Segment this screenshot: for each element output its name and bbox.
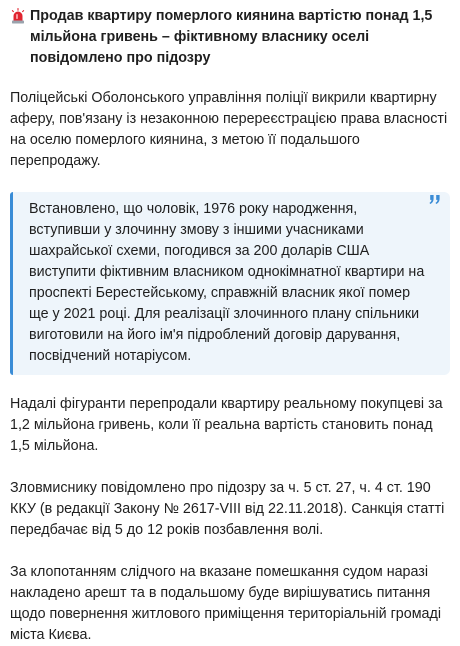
- post-headline: [10, 6, 450, 69]
- intro-paragraph: Поліцейські Оболонського управління поліції викрили квартирну аферу, пов'язану із незаконною перереєстрацією права власності на оселю померлого киянина, з метою її подальшого перепродажу.: [10, 90, 448, 169]
- quote-text: Встановлено, що чоловік, 1976 року народження, вступивши у злочинну змову з іншими учасниками шахрайської схеми, погодився за 200 доларів США виступити фіктивним власником однокімнатної квартири на проспекті Берестейському, справжній власник якої помер ще у 2021 році. Для реалізації злочинного плану спільники виготовили на його ім'я підроблений договір дарування, посвідчений нотаріусом.: [29, 201, 425, 364]
- blockquote: [10, 192, 450, 375]
- siren-icon: [10, 8, 26, 24]
- paragraph-arrest: За клопотанням слідчого на вказане помешкання судом наразі накладено арешт та в подальшому буде вирішуватись питання щодо повернення житлового приміщення територіальній громаді міста Києва.: [10, 564, 442, 643]
- paragraph-suspicion: Зловмиснику повідомлено про підозру за ч. 5 ст. 27, ч. 4 ст. 190 ККУ (в редакції Закону № 2617-VIII від 22.11.2018). Санкція статті передбачає від 5 до 12 років позбавлення волі.: [10, 480, 445, 538]
- headline-text: Продав квартиру померлого киянина вартістю понад 1,5 мільйона гривень – фіктивному власнику оселі повідомлено про підозру: [30, 8, 433, 66]
- quote-mark-icon: [428, 193, 442, 207]
- paragraph-resale: Надалі фігуранти перепродали квартиру реальному покупцеві за 1,2 мільйона гривень, коли її реальна вартість становить понад 1,5 мільйона.: [10, 396, 443, 454]
